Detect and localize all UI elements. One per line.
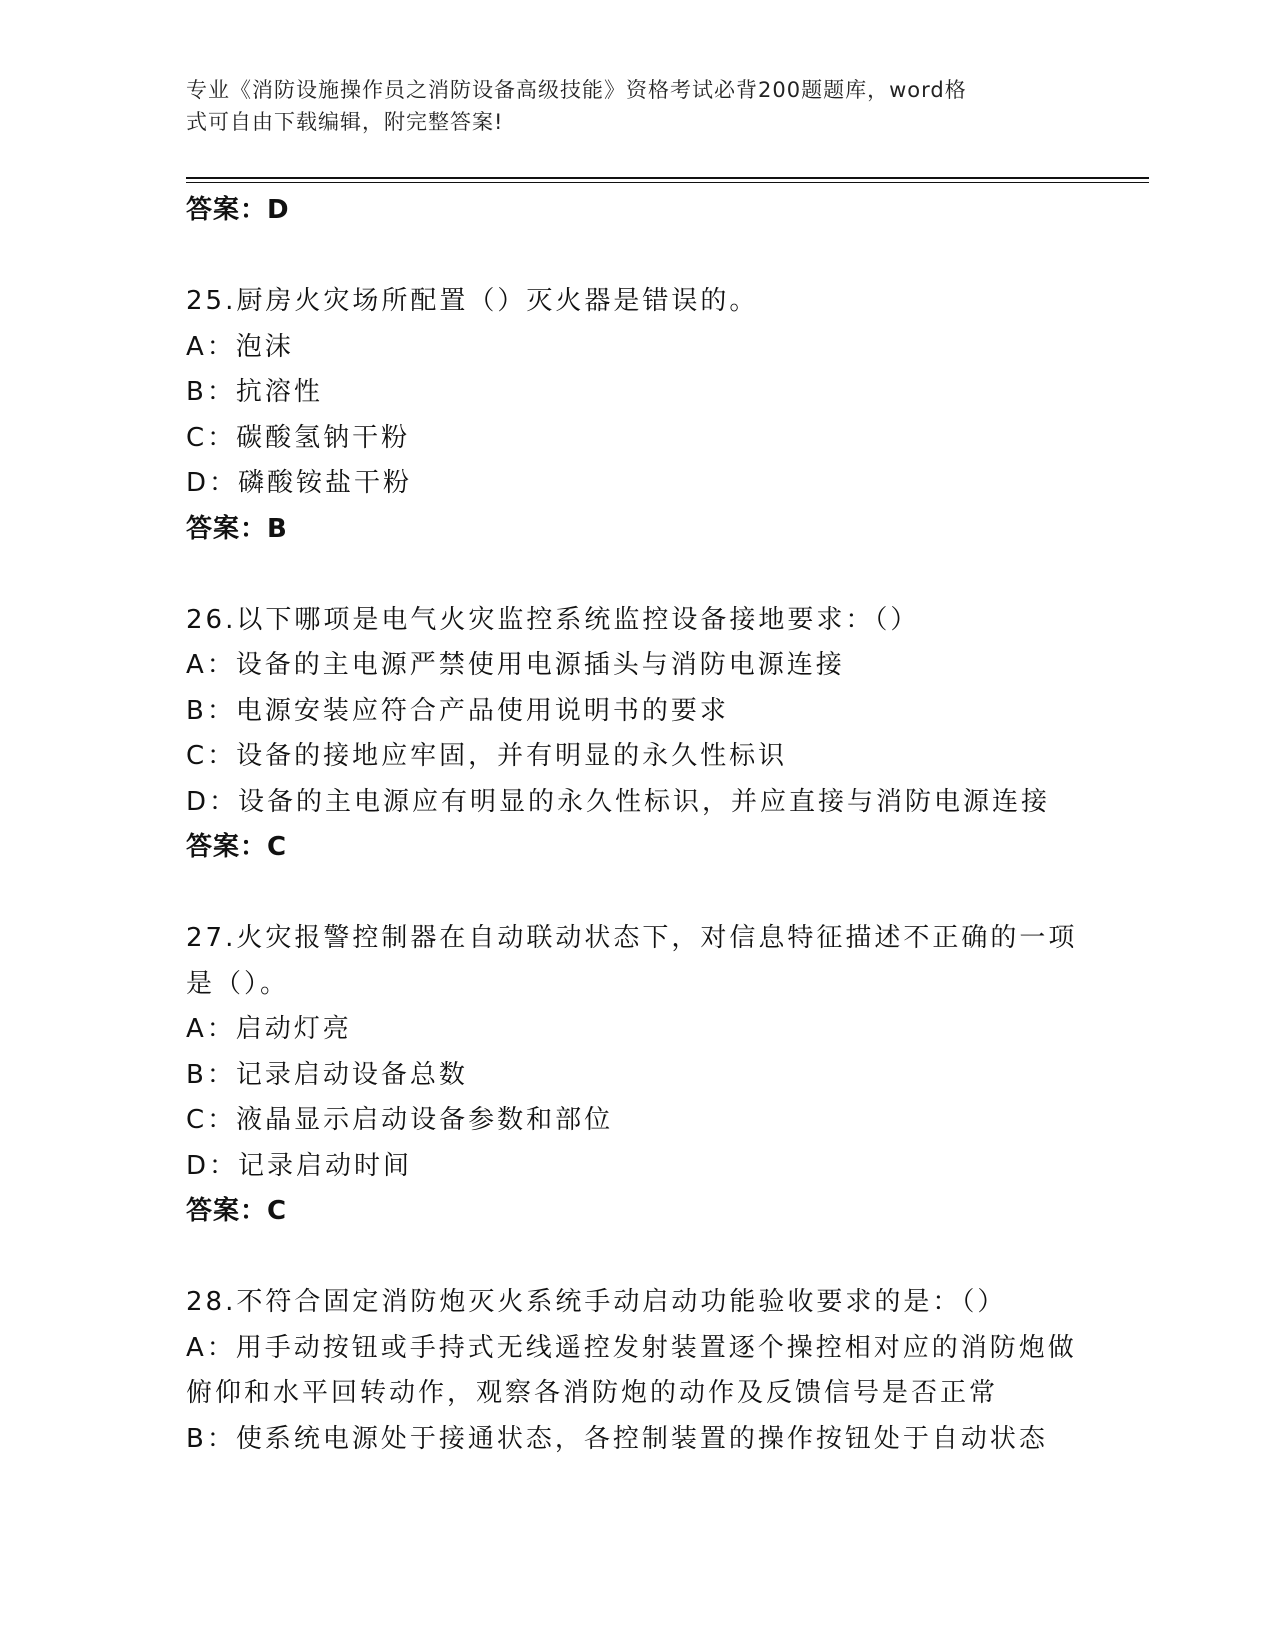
document-body <box>186 188 1086 1462</box>
question-stem-line-1: 27.火灾报警控制器在自动联动状态下，对信息特征描述不正确的一项 <box>186 923 1078 953</box>
header-divider-thin <box>186 182 1149 183</box>
option-b: B：电源安装应符合产品使用说明书的要求 <box>186 695 729 726</box>
answer-line: 答案：D <box>186 195 290 225</box>
spacer <box>186 234 1086 280</box>
header-line-2: 式可自由下载编辑，附完整答案! <box>186 110 504 134</box>
option-a: A：设备的主电源严禁使用电源插头与消防电源连接 <box>186 650 845 680</box>
option-a: A：启动灯亮 <box>186 1014 352 1044</box>
question-block <box>186 598 1086 871</box>
option-c: C：设备的接地应牢固，并有明显的永久性标识 <box>186 741 788 771</box>
question-stem: 28.不符合固定消防炮灭火系统手动启动功能验收要求的是：（） <box>186 1287 1007 1317</box>
spacer <box>186 552 1086 598</box>
header-line-1: 专业《消防设施操作员之消防设备高级技能》资格考试必背200题题库，word格 <box>186 78 967 102</box>
document-header <box>186 74 1086 138</box>
option-b: B：记录启动设备总数 <box>186 1059 468 1090</box>
option-d: D：磷酸铵盐干粉 <box>186 468 413 498</box>
answer-line: 答案：C <box>186 832 288 862</box>
question-stem: 25.厨房火灾场所配置（）灭火器是错误的。 <box>186 286 759 316</box>
header-divider-thick <box>186 177 1149 179</box>
option-a-line-2: 俯仰和水平回转动作，观察各消防炮的动作及反馈信号是否正常 <box>186 1378 999 1408</box>
option-d: D：设备的主电源应有明显的永久性标识，并应直接与消防电源连接 <box>186 786 1051 817</box>
option-d: D：记录启动时间 <box>186 1150 413 1181</box>
spacer <box>186 871 1086 917</box>
question-stem-line-2: 是（）。 <box>186 968 290 999</box>
answer-line: 答案：C <box>186 1196 288 1226</box>
answer-line: 答案：B <box>186 513 288 544</box>
question-stem: 26.以下哪项是电气火灾监控系统监控设备接地要求：（） <box>186 604 920 635</box>
option-b: B：使系统电源处于接通状态，各控制装置的操作按钮处于自动状态 <box>186 1423 1048 1454</box>
option-c: C：液晶显示启动设备参数和部位 <box>186 1105 614 1135</box>
question-block <box>186 279 1086 552</box>
option-c: C：碳酸氢钠干粉 <box>186 422 411 453</box>
option-b: B：抗溶性 <box>186 377 323 407</box>
spacer <box>186 1235 1086 1281</box>
question-block <box>186 1280 1086 1462</box>
option-a: A：泡沫 <box>186 331 294 362</box>
option-a-line-1: A：用手动按钮或手持式无线遥控发射装置逐个操控相对应的消防炮做 <box>186 1332 1077 1363</box>
question-block <box>186 916 1086 1235</box>
